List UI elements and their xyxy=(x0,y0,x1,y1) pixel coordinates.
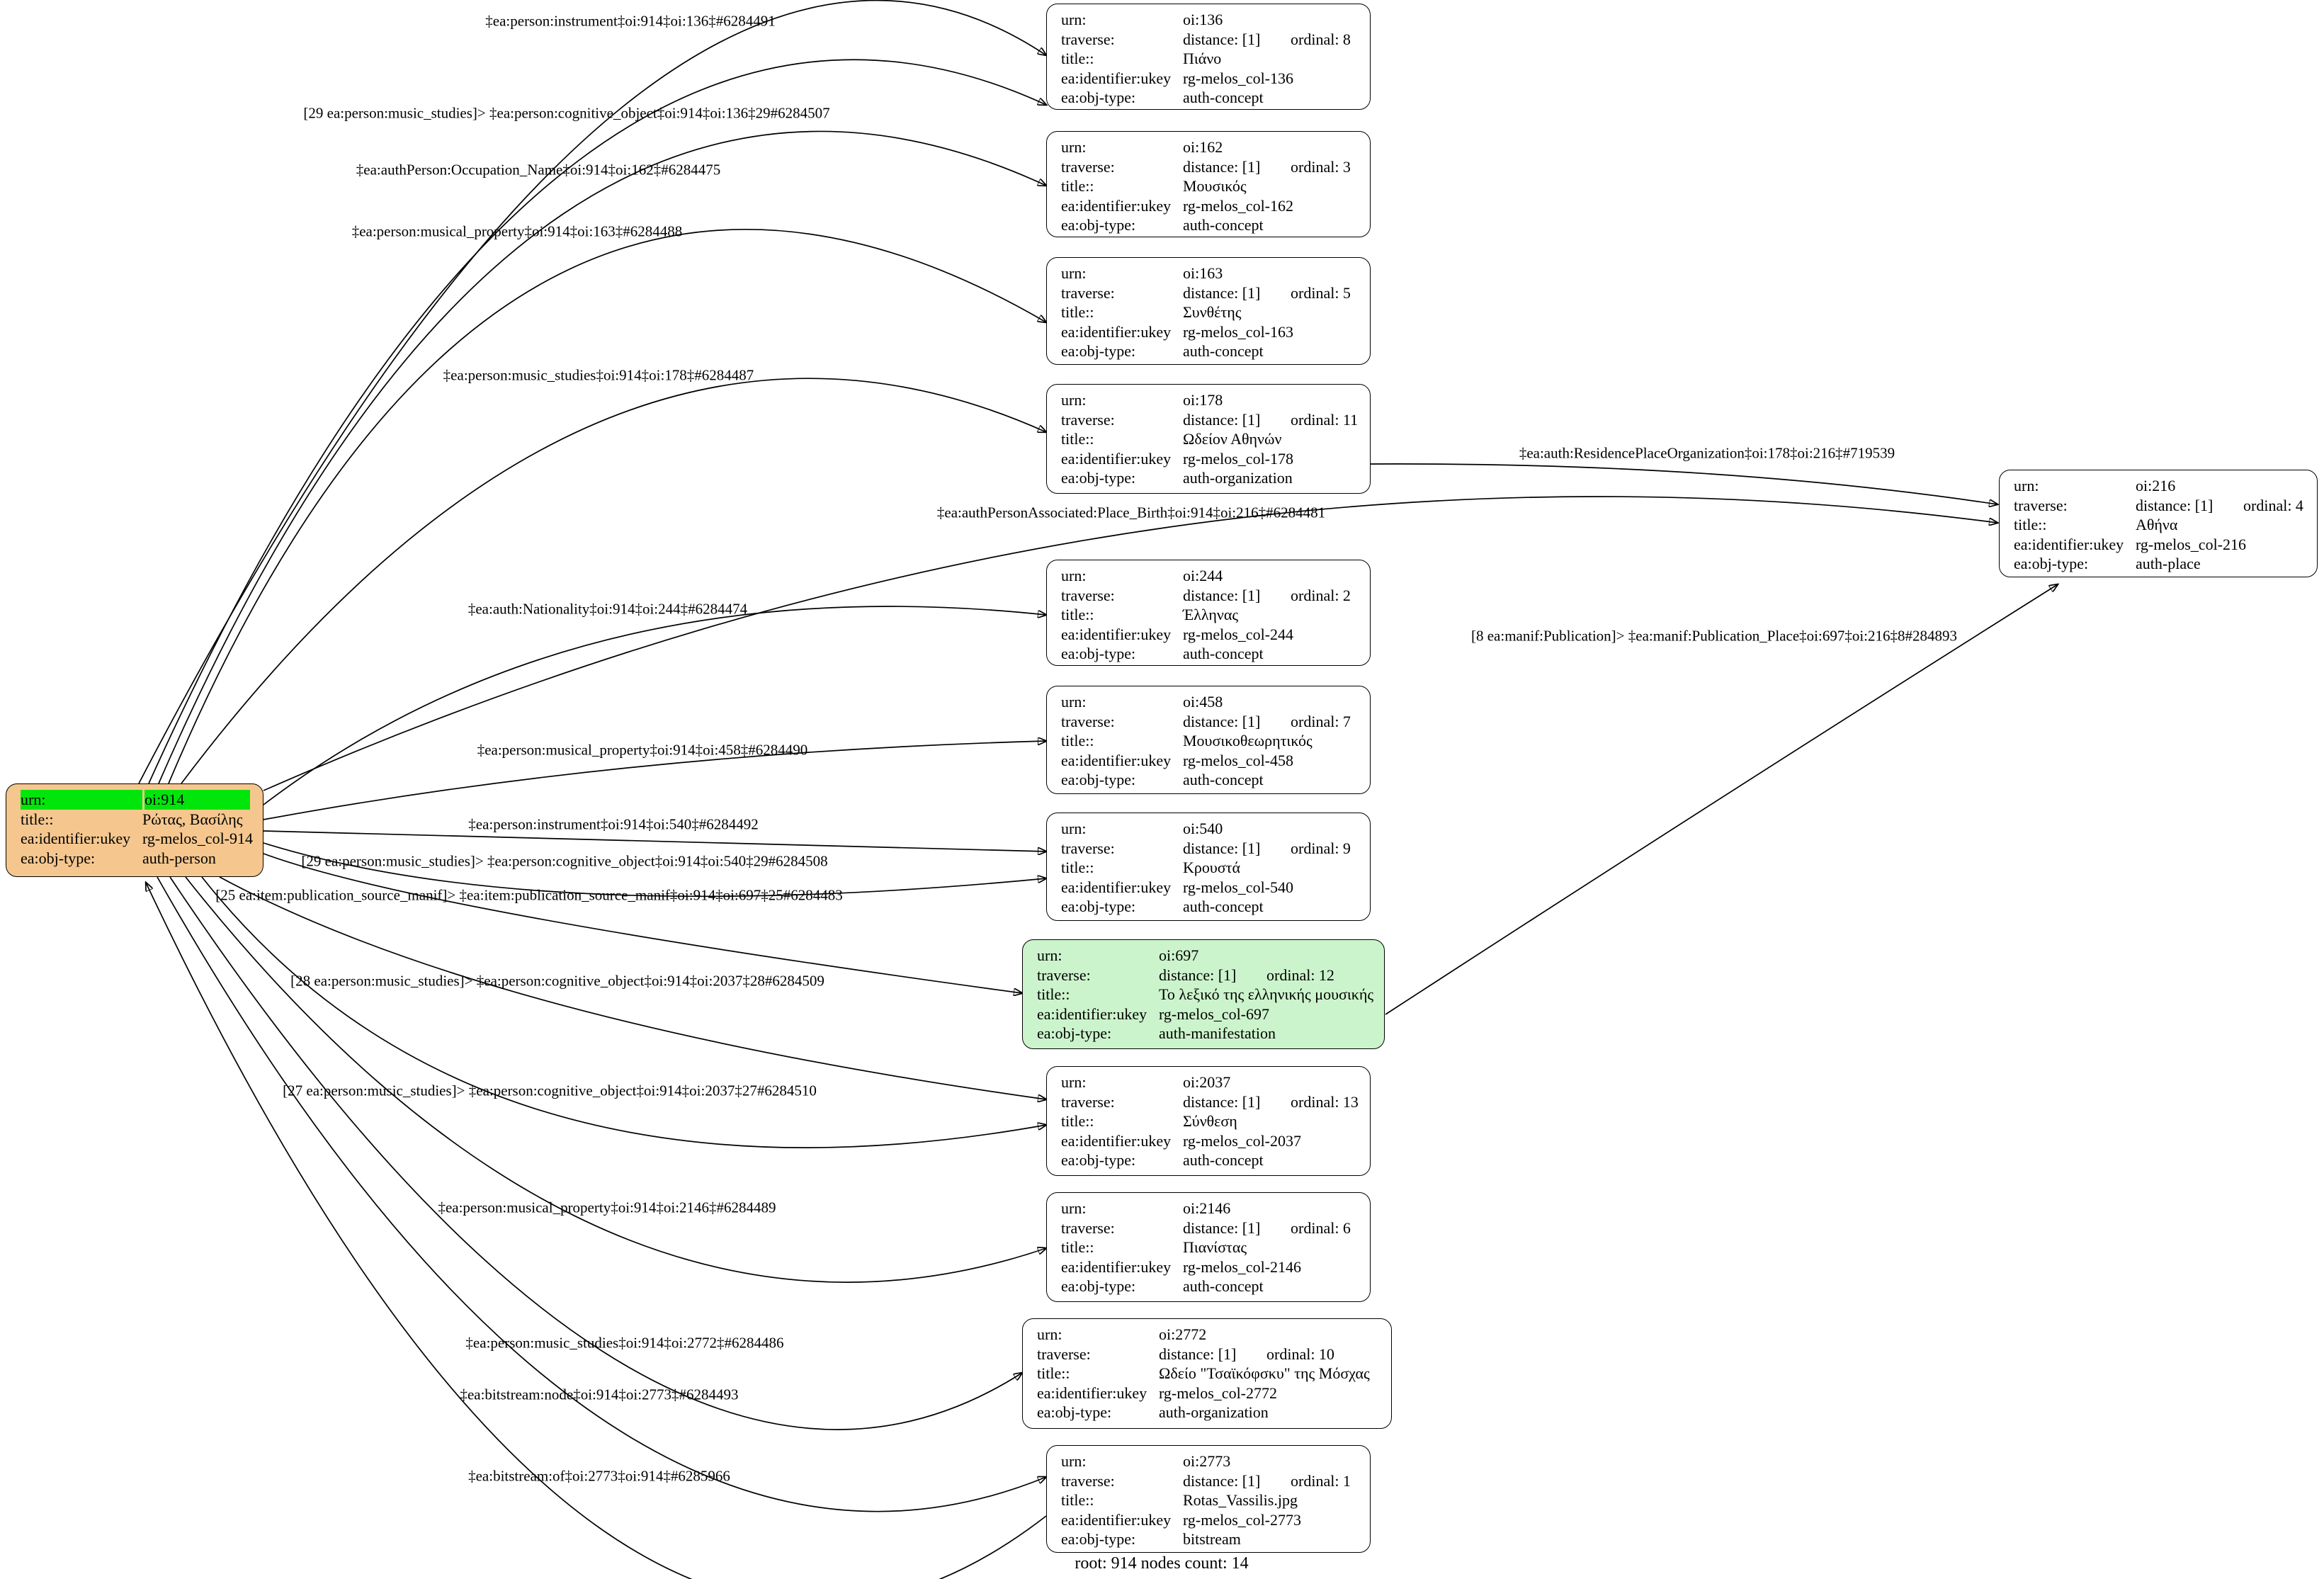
node-row-urn: urn: oi:914 xyxy=(6,790,263,810)
node-row-title: title:: Το λεξικό της ελληνικής μουσικής xyxy=(1037,985,1374,1003)
node-row-traverse: traverse: distance: [1] ordinal: 8 xyxy=(1061,30,1351,48)
node-row-traverse: traverse: distance: [1] ordinal: 2 xyxy=(1061,586,1351,604)
node-row-traverse: traverse: distance: [1] ordinal: 6 xyxy=(1061,1218,1351,1237)
node-row-objtype: ea:obj-type: auth-concept xyxy=(1061,1151,1264,1169)
node-row-objtype: ea:obj-type: auth-concept xyxy=(1061,645,1264,662)
edge-label-914-to-136: ‡ea:person:instrument‡oi:914‡oi:136‡#6284491 xyxy=(485,12,776,30)
node-row-traverse: traverse: distance: [1] ordinal: 3 xyxy=(1061,157,1351,176)
node-row-objtype: ea:obj-type: auth-manifestation xyxy=(1037,1024,1276,1042)
node-row-objtype: ea:obj-type: auth-concept xyxy=(1061,342,1264,360)
node-row-title: title:: Ρώτας, Βασίλης xyxy=(21,810,243,828)
edge-914-to-2037 xyxy=(202,877,1046,1148)
node-row-title: title:: Συνθέτης xyxy=(1061,303,1242,321)
graph-node-2773[interactable] xyxy=(1046,1445,1371,1553)
graph-node-244[interactable] xyxy=(1046,560,1371,666)
node-row-ukey: ea:identifier:ukey rg-melos_col-2773 xyxy=(1061,1510,1302,1529)
node-row-objtype: ea:obj-type: auth-organization xyxy=(1061,469,1293,487)
edge-label-914-to-2037: [28 ea:person:music_studies]> ‡ea:person:cognitive_object‡oi:914‡oi:2037‡28#6284509 xyxy=(290,972,824,990)
node-row-ukey: ea:identifier:ukey rg-melos_col-162 xyxy=(1061,196,1294,215)
node-row-traverse: traverse: distance: [1] ordinal: 10 xyxy=(1037,1345,1334,1363)
node-row-ukey: ea:identifier:ukey rg-melos_col-216 xyxy=(2014,535,2247,553)
node-row-title: title:: Μουσικός xyxy=(1061,177,1247,195)
edge-label-914-to-458: ‡ea:person:musical_property‡oi:914‡oi:458‡#6284490 xyxy=(477,741,808,759)
node-row-ukey: ea:identifier:ukey rg-melos_col-914 xyxy=(21,830,254,847)
edge-label-697-to-216: [8 ea:manif:Publication]> ‡ea:manif:Publication_Place‡oi:697‡oi:216‡8#284893 xyxy=(1470,627,1958,645)
edge-914-to-178 xyxy=(181,378,1046,783)
node-row-objtype: ea:obj-type: auth-person xyxy=(21,849,216,867)
node-row-title: title:: Έλληνας xyxy=(1061,606,1239,623)
node-row-title: title:: Rotas_Vassilis.jpg xyxy=(1061,1491,1298,1509)
node-row-ukey: ea:identifier:ukey rg-melos_col-697 xyxy=(1037,1004,1270,1023)
graph-node-540[interactable] xyxy=(1046,813,1371,921)
node-row-traverse: traverse: distance: [1] ordinal: 13 xyxy=(1061,1092,1359,1111)
edge-label-914-to-244: ‡ea:auth:Nationality‡oi:914‡oi:244‡#6284474 xyxy=(467,600,748,618)
node-row-urn: urn: oi:163 xyxy=(1061,264,1223,282)
node-row-urn: urn: oi:458 xyxy=(1061,693,1223,711)
edge-697-to-216 xyxy=(1385,584,2058,1014)
node-row-ukey: ea:identifier:ukey rg-melos_col-244 xyxy=(1061,625,1294,643)
node-row-ukey: ea:identifier:ukey rg-melos_col-136 xyxy=(1061,69,1294,87)
edge-914-to-163 xyxy=(169,230,1046,783)
node-row-traverse: traverse: distance: [1] ordinal: 4 xyxy=(2014,496,2303,514)
node-row-urn: urn: oi:216 xyxy=(2014,477,2176,494)
node-row-urn: urn: oi:540 xyxy=(1061,820,1223,837)
node-row-urn: urn: oi:2773 xyxy=(1061,1452,1231,1470)
node-row-ukey: ea:identifier:ukey rg-melos_col-458 xyxy=(1061,751,1294,769)
node-row-traverse: traverse: distance: [1] ordinal: 9 xyxy=(1061,839,1351,857)
graph-node-162[interactable] xyxy=(1046,131,1371,237)
edge-label-914-to-540: ‡ea:person:instrument‡oi:914‡oi:540‡#6284492 xyxy=(468,815,759,833)
graph-node-2037[interactable] xyxy=(1046,1066,1371,1176)
node-row-traverse: traverse: distance: [1] ordinal: 1 xyxy=(1061,1471,1351,1490)
node-row-ukey: ea:identifier:ukey rg-melos_col-163 xyxy=(1061,322,1294,341)
graph-node-216[interactable] xyxy=(1999,470,2318,577)
node-row-title: title:: Κρουστά xyxy=(1061,859,1240,876)
node-row-title: title:: Αθήνα xyxy=(2014,516,2178,533)
edge-914-to-244 xyxy=(263,606,1046,805)
graph-caption: root: 914 nodes count: 14 xyxy=(1075,1554,1249,1573)
node-row-title: title:: Πιάνο xyxy=(1061,50,1222,67)
node-row-title: title:: Ωδείον Αθηνών xyxy=(1061,430,1282,448)
edge-label-914-to-162: ‡ea:authPerson:Occupation_Name‡oi:914‡oi:162‡#6284475 xyxy=(356,161,721,179)
node-row-urn: urn: oi:2037 xyxy=(1061,1073,1231,1091)
node-row-objtype: ea:obj-type: auth-concept xyxy=(1061,898,1264,915)
edge-label-914-to-178: ‡ea:person:music_studies‡oi:914‡oi:178‡#6284487 xyxy=(443,366,754,384)
node-row-objtype: ea:obj-type: auth-concept xyxy=(1061,216,1264,234)
node-row-urn: urn: oi:162 xyxy=(1061,138,1223,156)
node-row-urn: urn: oi:697 xyxy=(1037,946,1199,964)
graph-node-914[interactable] xyxy=(6,783,263,877)
node-row-ukey: ea:identifier:ukey rg-melos_col-540 xyxy=(1061,878,1294,896)
edge-label-914-to-2772: ‡ea:person:music_studies‡oi:914‡oi:2772‡#6284486 xyxy=(465,1334,784,1352)
node-row-objtype: ea:obj-type: auth-concept xyxy=(1061,771,1264,788)
graph-node-163[interactable] xyxy=(1046,257,1371,365)
node-row-objtype: ea:obj-type: auth-organization xyxy=(1037,1403,1269,1421)
node-row-traverse: traverse: distance: [1] ordinal: 12 xyxy=(1037,966,1334,984)
graph-node-2772[interactable] xyxy=(1022,1318,1392,1429)
node-row-objtype: ea:obj-type: auth-concept xyxy=(1061,1277,1264,1295)
graph-node-178[interactable] xyxy=(1046,384,1371,494)
node-row-urn: urn: oi:244 xyxy=(1061,567,1223,584)
edge-label-914-to-697: [25 ea:item:publication_source_manif]> ‡ea:item:publication_source_manif‡oi:914‡oi:697‡25#6284483 xyxy=(215,886,843,904)
node-row-traverse: traverse: distance: [1] ordinal: 7 xyxy=(1061,712,1351,730)
node-row-title: title:: Σύνθεση xyxy=(1061,1112,1237,1130)
node-row-title: title:: Πιανίστας xyxy=(1061,1238,1247,1256)
edge-label-914-to-2773: ‡ea:bitstream:node‡oi:914‡oi:2773‡#6284493 xyxy=(460,1386,739,1403)
edge-label-914-to-2146: ‡ea:person:musical_property‡oi:914‡oi:2146‡#6284489 xyxy=(438,1199,776,1216)
node-row-ukey: ea:identifier:ukey rg-melos_col-2037 xyxy=(1061,1131,1302,1150)
node-row-urn: urn: oi:2772 xyxy=(1037,1325,1207,1343)
node-row-objtype: ea:obj-type: auth-place xyxy=(2014,555,2201,572)
edge-label-914-to-216: ‡ea:authPersonAssociated:Place_Birth‡oi:914‡oi:216‡#6284481 xyxy=(936,504,1326,521)
graph-node-2146[interactable] xyxy=(1046,1192,1371,1302)
node-row-title: title:: Ωδείο "Τσαϊκόφσκυ" της Μόσχας xyxy=(1037,1364,1370,1382)
edge-label-914-to-2037: [27 ea:person:music_studies]> ‡ea:person:cognitive_object‡oi:914‡oi:2037‡27#6284510 xyxy=(283,1082,817,1099)
edge-label-2773-to-914: ‡ea:bitstream:of‡oi:2773‡oi:914‡#6285966 xyxy=(468,1467,730,1485)
node-row-urn: urn: oi:2146 xyxy=(1061,1199,1231,1217)
edge-label-914-to-163: ‡ea:person:musical_property‡oi:914‡oi:163‡#6284488 xyxy=(351,222,683,240)
node-row-ukey: ea:identifier:ukey rg-melos_col-178 xyxy=(1061,449,1294,468)
edge-914-to-540 xyxy=(263,831,1046,851)
node-row-traverse: traverse: distance: [1] ordinal: 5 xyxy=(1061,283,1351,302)
node-row-urn: urn: oi:136 xyxy=(1061,11,1223,28)
node-row-title: title:: Μουσικοθεωρητικός xyxy=(1061,732,1313,749)
node-row-traverse: traverse: distance: [1] ordinal: 11 xyxy=(1061,410,1359,429)
edge-label-914-to-136: [29 ea:person:music_studies]> ‡ea:person:cognitive_object‡oi:914‡oi:136‡29#6284507 xyxy=(303,104,830,122)
node-row-objtype: ea:obj-type: bitstream xyxy=(1061,1530,1241,1548)
graph-node-458[interactable] xyxy=(1046,686,1371,794)
graph-node-697[interactable] xyxy=(1022,939,1385,1049)
edge-label-914-to-540: [29 ea:person:music_studies]> ‡ea:person:cognitive_object‡oi:914‡oi:540‡29#6284508 xyxy=(301,852,828,870)
node-row-ukey: ea:identifier:ukey rg-melos_col-2146 xyxy=(1061,1257,1302,1276)
node-row-ukey: ea:identifier:ukey rg-melos_col-2772 xyxy=(1037,1383,1278,1402)
node-row-objtype: ea:obj-type: auth-concept xyxy=(1061,89,1264,106)
node-row-urn: urn: oi:178 xyxy=(1061,391,1223,409)
edge-label-178-to-216: ‡ea:auth:ResidencePlaceOrganization‡oi:178‡oi:216‡#719539 xyxy=(1519,444,1895,462)
graph-node-136[interactable] xyxy=(1046,4,1371,110)
